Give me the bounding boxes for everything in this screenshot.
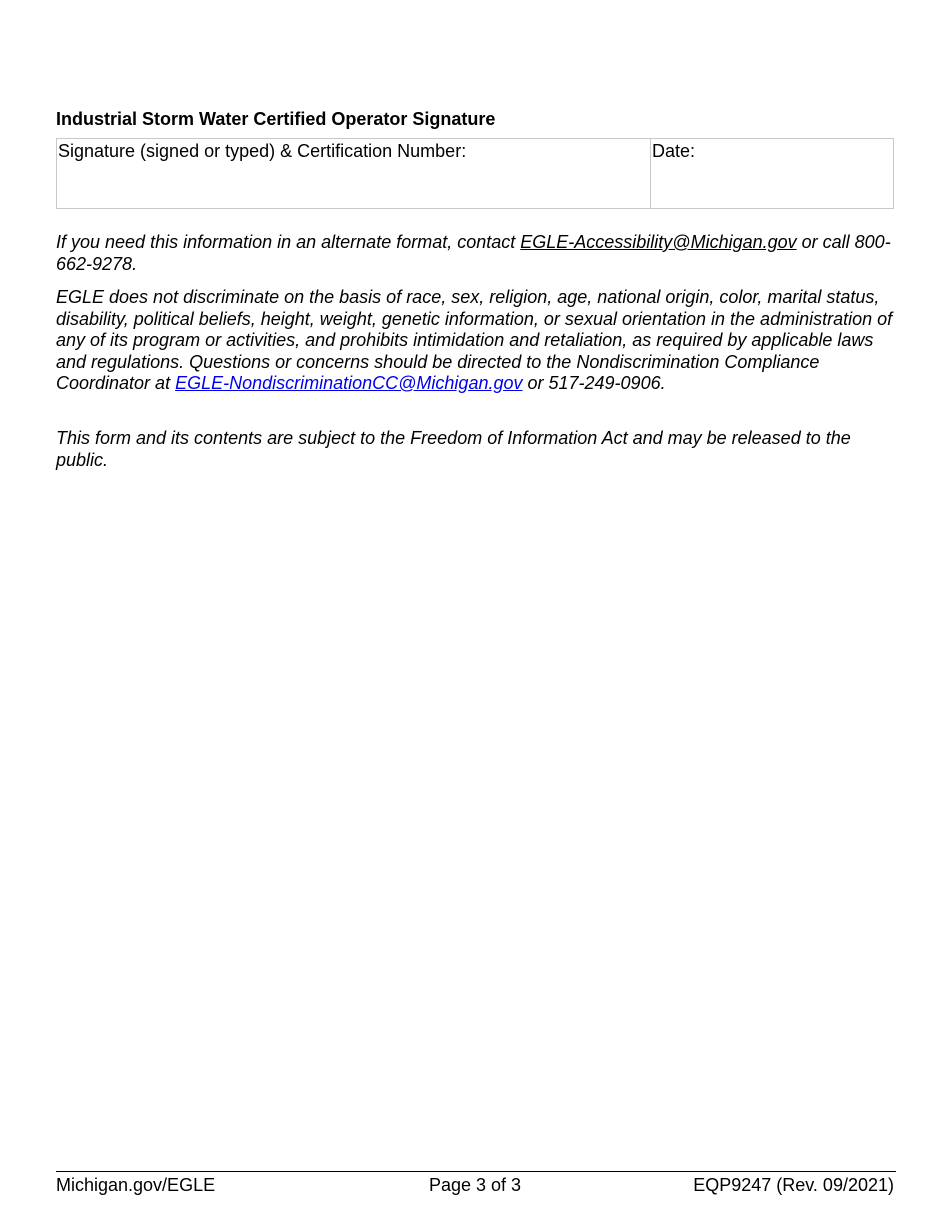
footer-website: Michigan.gov/EGLE (56, 1175, 216, 1195)
page-footer (56, 1174, 894, 1196)
accessibility-email-link[interactable]: EGLE-Accessibility@Michigan.gov (520, 232, 797, 252)
signature-table (56, 138, 894, 209)
footer-form-number: EQP9247 (Rev. 09/2021) (693, 1175, 894, 1195)
accessibility-text-before: If you need this information in an alternate format, contact (56, 232, 521, 252)
nondiscrimination-text-before: EGLE does not discriminate on the basis of race, sex, religion, age, national origin, color, marital status, disability, political beliefs, height, weight, genetic information, or sexual orientation in the administration of any of its program or activities, and prohibits intimidation and retaliation, as required by applicable laws and regulations. Questions or concerns should be directed to the Nondiscrimination Compliance Coordinator at (56, 287, 893, 393)
footer-divider (56, 1171, 896, 1172)
footer-page-number: Page 3 of 3 (428, 1175, 522, 1195)
section-title: Industrial Storm Water Certified Operator Signature (56, 109, 496, 129)
accessibility-text-after: or call 800-662-9278. (56, 232, 891, 274)
nondiscrimination-email-link[interactable]: EGLE-NondiscriminationCC@Michigan.gov (175, 373, 523, 393)
date-label: Date: (652, 141, 696, 161)
signature-field[interactable] (57, 139, 651, 208)
nondiscrimination-notice (56, 287, 894, 395)
date-field[interactable] (651, 139, 893, 208)
foia-notice: This form and its contents are subject to the Freedom of Information Act and may be released to the public. (56, 428, 851, 470)
nondiscrimination-text-after: or 517-249-0906. (522, 373, 666, 393)
accessibility-notice (56, 232, 894, 275)
signature-label: Signature (signed or typed) & Certification Number: (58, 141, 467, 161)
